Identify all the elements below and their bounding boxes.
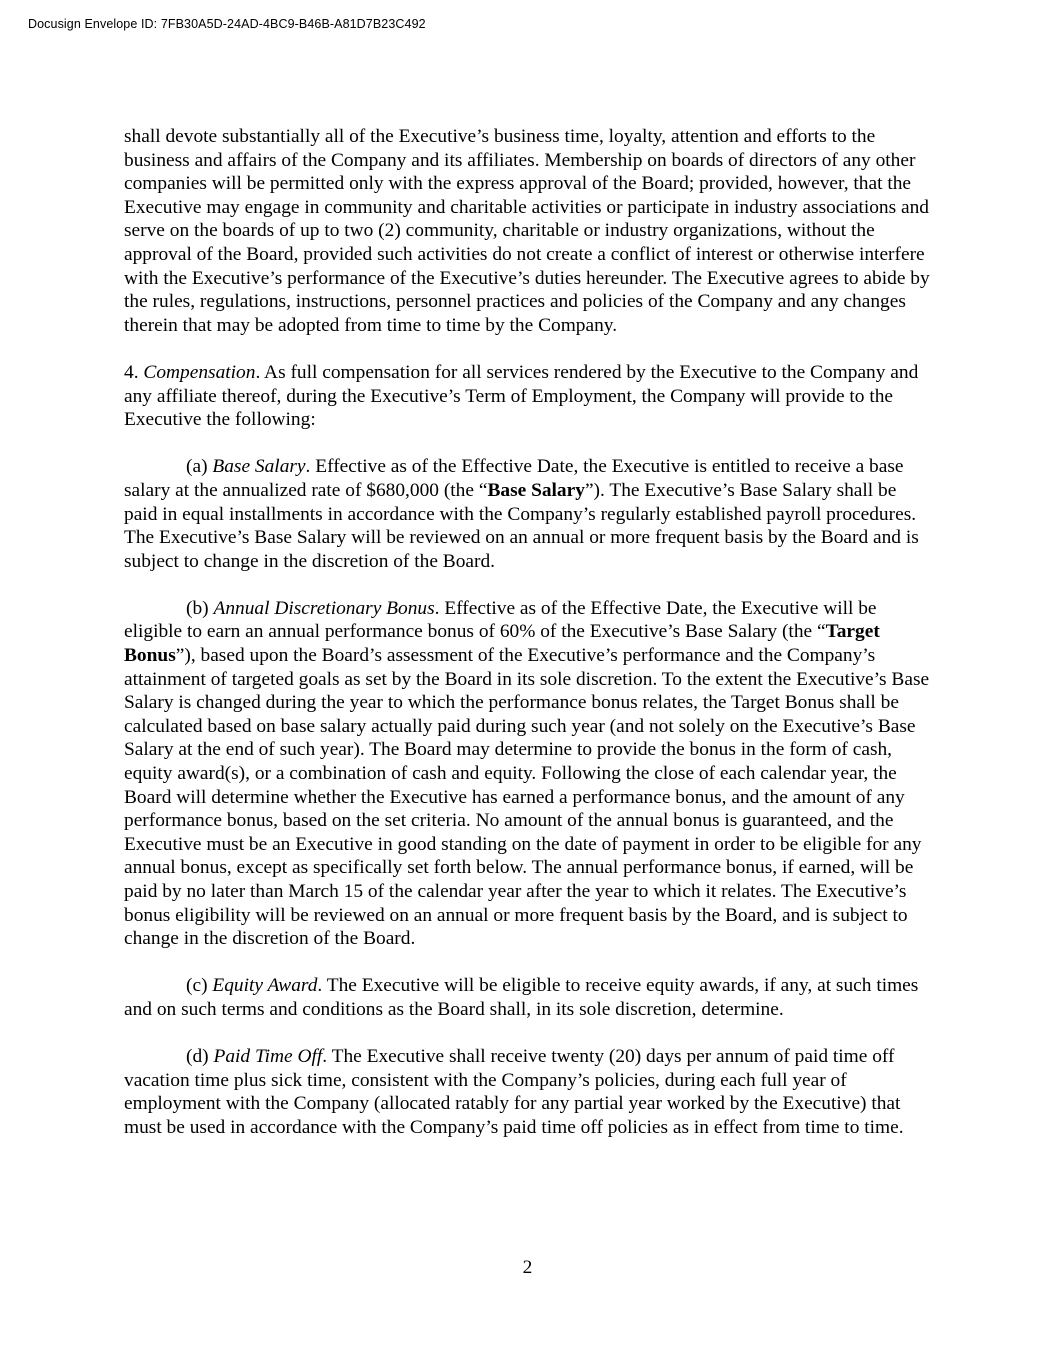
defined-term: Base Salary bbox=[487, 479, 585, 501]
subsection-title: Paid Time Off bbox=[213, 1046, 323, 1068]
subsection-c-equity-award bbox=[124, 974, 934, 1021]
subsection-title: Base Salary bbox=[212, 456, 306, 478]
subsection-title: Equity Award bbox=[212, 975, 318, 997]
subsection-text: . The Executive will be eligible to receive equity awards, if any, at such times and on such terms and conditions as the Board shall, in its sole discretion, determine. bbox=[124, 975, 919, 1020]
subsection-text: . The Executive shall receive twenty (20) days per annum of paid time off vacation time plus sick time, consistent with the Company’s policies, during each full year of employment with the Company (allocated ratably for any partial year worked by the Executive) that must be used in accordance with the Company’s paid time off policies as in effect from time to time. bbox=[124, 1046, 904, 1138]
subsection-label: (a) bbox=[186, 456, 213, 478]
subsection-d-paid-time-off bbox=[124, 1045, 934, 1139]
subsection-a-base-salary bbox=[124, 455, 934, 573]
paragraph-duties-continued: shall devote substantially all of the Executive’s business time, loyalty, attention and efforts to the business and affairs of the Company and its affiliates. Membership on boards of directors of any other companies will be permitted only with the express approval of the Board; provided, however, that the Executive may engage in community and charitable activities or participate in industry associations and serve on the boards of up to two (2) community, charitable or industry organizations, without the approval of the Board, provided such activities do not create a conflict of interest or otherwise interfere with the Executive’s performance of the Executive’s duties hereunder. The Executive agrees to abide by the rules, regulations, instructions, personnel practices and policies of the Company and any changes therein that may be adopted from time to time by the Company. bbox=[124, 126, 930, 336]
subsection-text: ”). The Executive’s Base Salary shall be paid in equal installments in accordance with the Company’s regularly established payroll procedures. The Executive’s Base Salary will be reviewed on an annual or more frequent basis by the Board and is subject to change in the discretion of the Board. bbox=[124, 479, 919, 572]
document-body bbox=[124, 125, 934, 1163]
page-number: 2 bbox=[522, 1257, 533, 1278]
subsection-b-annual-bonus bbox=[124, 597, 934, 951]
defined-term: Target Bonus bbox=[124, 621, 880, 667]
docusign-envelope-id: Docusign Envelope ID: 7FB30A5D-24AD-4BC9-B46B-A81D7B23C492 bbox=[28, 17, 426, 31]
section-title: Compensation bbox=[143, 361, 256, 383]
subsection-title: Annual Discretionary Bonus bbox=[213, 597, 435, 619]
section-4-compensation bbox=[124, 361, 934, 432]
section-number: 4. bbox=[124, 361, 144, 383]
subsection-label: (b) bbox=[186, 597, 214, 619]
subsection-label: (c) bbox=[186, 975, 213, 997]
subsection-text: . Effective as of the Effective Date, the Executive will be eligible to earn an annual performance bonus of 60% of the Executive’s Base Salary (the “ bbox=[124, 597, 877, 643]
subsection-text: . Effective as of the Effective Date, the Executive is entitled to receive a base salary at the annualized rate of $680,000 (the “ bbox=[124, 456, 904, 501]
section-text: . As full compensation for all services rendered by the Executive to the Company and any affiliate thereof, during the Executive’s Term of Employment, the Company will provide to the Executive the following: bbox=[124, 361, 919, 431]
subsection-text: ”), based upon the Board’s assessment of the Executive’s performance and the Company’s attainment of targeted goals as set by the Board in its sole discretion. To the extent the Executive’s Base Salary is changed during the year to which the performance bonus relates, the Target Bonus shall be calculated based on base salary actually paid during such year (and not solely on the Executive’s Base Salary at the end of such year). The Board may determine to provide the bonus in the form of cash, equity award(s), or a combination of cash and equity. Following the close of each calendar year, the Board will determine whether the Executive has earned a performance bonus, and the amount of any performance bonus, based on the set criteria. No amount of the annual bonus is guaranteed, and the Executive must be an Executive in good standing on the date of payment in order to be eligible for any annual bonus, except as specifically set forth below. The annual performance bonus, if earned, will be paid by no later than March 15 of the calendar year after the year to which it relates. The Executive’s bonus eligibility will be reviewed on an annual or more frequent basis by the Board, and is subject to change in the discretion of the Board. bbox=[124, 645, 930, 950]
subsection-label: (d) bbox=[186, 1046, 214, 1068]
